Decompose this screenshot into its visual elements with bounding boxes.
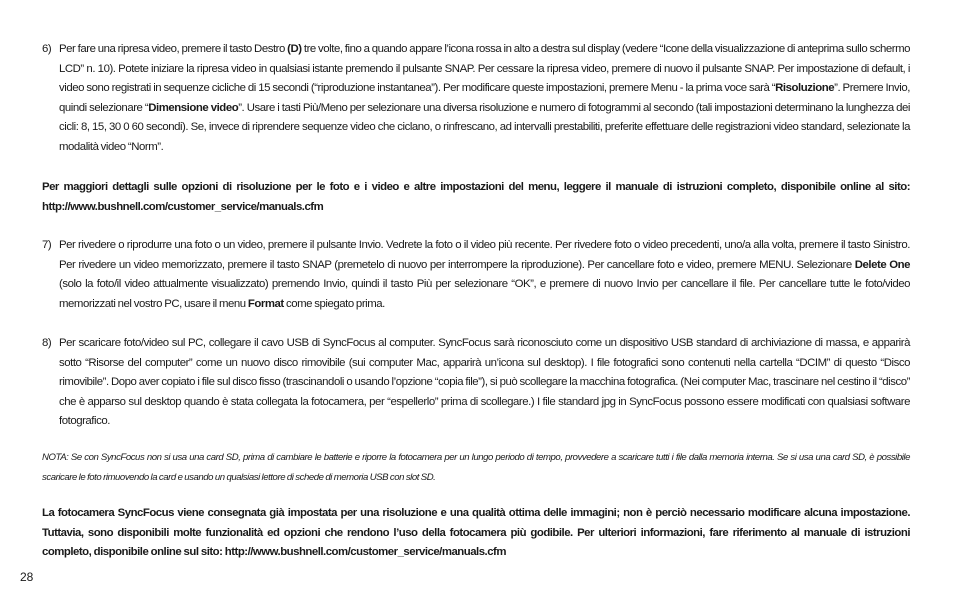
instruction-item-7 [42, 236, 910, 314]
text-run: Per rivedere o riprodurre una foto o un video, premere il pulsante Invio. Vedrete la foto o il video più recente. Per rivedere foto o video precedenti, uno/a alla volta, premere il tasto Sinistro. Per rivedere un video memorizzato, premere il tasto SNAP (premetelo di nuovo per interrompere la riproduzione). Per cancellare foto e video, premere MENU. Selezionare [59, 239, 910, 271]
closing-paragraph: La fotocamera SyncFocus viene consegnata già impostata per una risoluzione e una qualità ottima delle immagini; non è perciò necessario modificare alcuna impostazione. Tuttavia, sono disponibili molte funzionalità ed opzioni che rendono l’uso della fotocamera più godibile. Per ulteriori informazioni, fare riferimento al manuale di istruzioni completo, disponibile online sul sito: http://www.bushnell.com/customer_service/manuals.cfm [42, 507, 910, 559]
text-run: ”. Usare i tasti Più/Meno per selezionare una diversa risoluzione e numero di fotogrammi al secondo (tali impostazioni determinano la lunghezza dei cicli: 8, 15, 30 0 60 secondi). Se, invece di riprendere sequenze video che ciclano, o rinfrescano, ad intervalli prestabiliti, preferite effettuare delle registrazioni video standard, selezionate la modalità video “Norm”. [59, 101, 911, 153]
item-number: 8) [42, 337, 52, 349]
text-run: come spiegato prima. [283, 297, 385, 310]
page-number: 28 [20, 570, 34, 584]
manual-reference-paragraph: Per maggiori dettagli sulle opzioni di risoluzione per le foto e i video e altre impostazioni del menu, leggere il manuale di istruzioni completo, disponibile online al sito: http://www.bushnell.com/customer_service/manuals.cfm [42, 181, 910, 213]
menu-label-risoluzione: Risoluzione [775, 82, 835, 95]
instruction-item-8 [42, 334, 910, 432]
text-run: ”. Premere Invio, quindi selezionare “ [59, 82, 910, 114]
key-label-d: (D) [287, 43, 302, 55]
item-number: 7) [42, 239, 52, 251]
menu-label-dimensione-video: Dimensione video [148, 101, 239, 114]
note-paragraph: NOTA: Se con SyncFocus non si usa una card SD, prima di cambiare le batterie e riporre la fotocamera per un lungo periodo di tempo, provvedere a scaricare tutti i file dalla memoria interna. Se si usa una card SD, è possibile scaricare le foto rimuovendo la card e usando un qualsiasi lettore di schede di memoria USB con slot SD. [42, 452, 910, 483]
item-text: Per scaricare foto/video sul PC, collegare il cavo USB di SyncFocus al computer. SyncFocus sarà riconosciuto come un dispositivo USB standard di archiviazione di massa, e apparirà sotto “Risorse del computer” come un nuovo disco rimovibile (sui computer Mac, apparirà un’icona sul desktop). I file fotografici sono contenuti nella cartella “DCIM” di questo “Disco rimovibile”. Dopo aver copiato i file sul disco fisso (trascinandoli o usando l’opzione “copia file”), si può scollegare la macchina fotografica. (Nei computer Mac, trascinare nel cestino il “disco” che è apparso sul desktop quando è stata collegata la fotocamera, per “espellerlo” prima di scollegare.) I file standard jpg in SyncFocus possono essere modificati con qualsiasi software fotografico. [59, 337, 910, 428]
menu-label-delete-one: Delete One [854, 258, 911, 271]
item-number: 6) [42, 43, 52, 55]
item-text [59, 236, 910, 314]
text-run: (solo la foto/il video attualmente visualizzato) premendo Invio, quindi il tasto Più per selezionare “OK”, e premere di nuovo Invio per cancellare il file. Per cancellare tutte le foto/video memorizzati nel vostro PC, usare il menu [59, 278, 910, 310]
item-text [59, 40, 910, 158]
text-run: Per fare una ripresa video, premere il tasto Destro [59, 43, 288, 55]
menu-label-format: Format [247, 297, 284, 310]
text-run: tre volte, fino a quando appare l’icona rossa in alto a destra sul display (vedere “Icone della visualizzazione di anteprima sullo schermo LCD” n. 10). Potete iniziare la ripresa video in qualsiasi istante premendo il pulsante SNAP. Per cessare la ripresa video, premere di nuovo il pulsante SNAP. Per impostazione di default, i video sono registrati in sequenze cicliche di 15 secondi (“riproduzione instantanea”). Per modificare queste impostazioni, premere Menu - la prima voce sarà “ [59, 43, 910, 95]
instruction-item-6 [42, 40, 910, 158]
